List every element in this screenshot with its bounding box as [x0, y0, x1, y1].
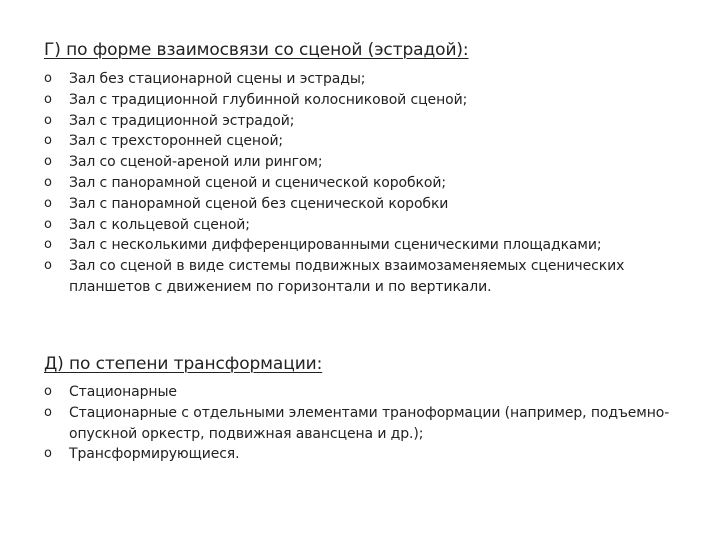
- list-item: [44, 152, 684, 173]
- section-d-heading: Д) по степени трансформации:: [44, 354, 323, 374]
- bullet-icon: o: [44, 195, 52, 211]
- bullet-icon: o: [44, 384, 52, 399]
- list-item: [44, 403, 684, 445]
- list-item: [44, 111, 684, 132]
- list-item: [44, 444, 684, 465]
- list-item: [44, 69, 684, 90]
- list-item-text: Зал с кольцевой сценой;: [69, 216, 250, 233]
- section-d-list: [44, 382, 684, 465]
- list-item: [44, 90, 684, 111]
- list-item: [44, 173, 684, 194]
- list-item-text: Зал со сценой в виде системы подвижных взаимозаменяемых сценических планшетов с движением по горизонтали и по вертикали.: [69, 258, 625, 295]
- bullet-icon: o: [44, 71, 52, 86]
- list-item-text: Зал с панорамной сценой без сценической коробки: [69, 195, 449, 212]
- list-item-text: Стационарные: [69, 384, 177, 400]
- list-item: [44, 194, 684, 215]
- list-item: [44, 235, 684, 256]
- list-item-text: Трансформирующиеся.: [69, 446, 240, 463]
- bullet-icon: o: [44, 174, 52, 190]
- list-item-text: Зал с трехсторонней сценой;: [69, 133, 284, 150]
- list-item-text: Зал с панорамной сценой и сценической коробкой;: [69, 174, 446, 191]
- bullet-icon: o: [44, 91, 52, 107]
- bullet-icon: o: [44, 446, 52, 462]
- bullet-icon: o: [44, 404, 52, 420]
- list-item-text: Зал с несколькими дифференцированными сценическими площадками;: [69, 237, 602, 254]
- bullet-icon: o: [44, 133, 52, 149]
- bullet-icon: o: [44, 216, 52, 232]
- section-g-heading: Г) по форме взаимосвязи со сценой (эстрадой):: [44, 40, 469, 60]
- list-item-text: Зал без стационарной сцены и эстрады;: [69, 71, 366, 87]
- list-item: [44, 131, 684, 152]
- section-g-list: [44, 69, 684, 298]
- list-item-text: Стационарные с отдельными элементами траноформации (например, подъемно-опускной оркестр, подвижная авансцена и др.);: [69, 404, 670, 442]
- list-item: [44, 215, 684, 236]
- list-item: [44, 382, 684, 403]
- bullet-icon: o: [44, 112, 52, 128]
- bullet-icon: o: [44, 154, 52, 170]
- bullet-icon: o: [44, 237, 52, 253]
- list-item-text: Зал с традиционной эстрадой;: [69, 112, 295, 129]
- list-item: [44, 256, 684, 298]
- bullet-icon: o: [44, 258, 52, 274]
- list-item-text: Зал с традиционной глубинной колосниковой сценой;: [69, 91, 468, 108]
- list-item-text: Зал со сценой-ареной или рингом;: [69, 154, 323, 171]
